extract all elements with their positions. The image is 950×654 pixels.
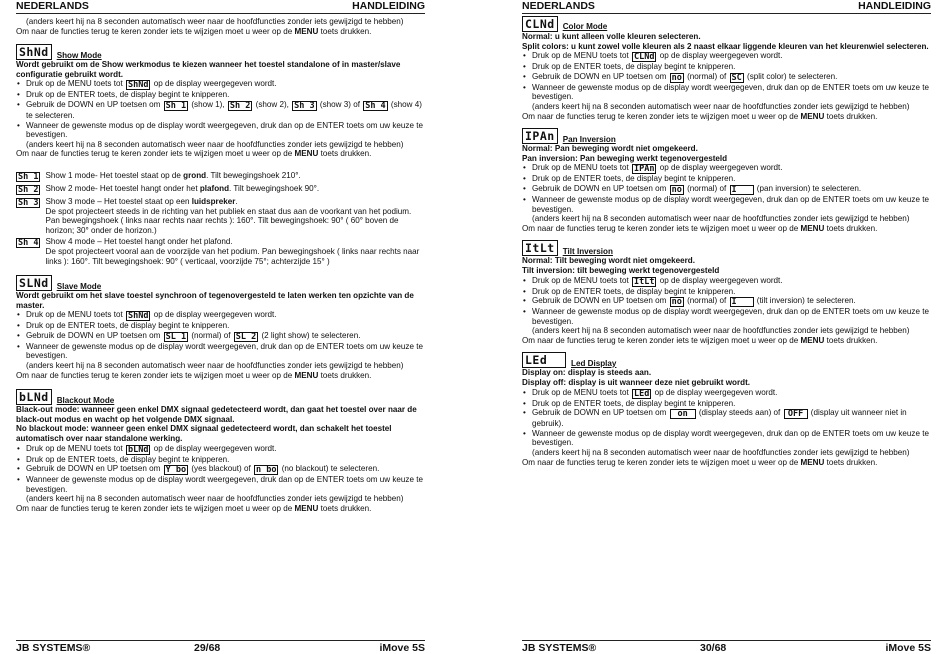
header-title: HANDLEIDING: [858, 0, 931, 12]
lcd-display-icon: OFF: [784, 409, 808, 419]
back-note: Om naar de functies terug te keren zonder iets te wijzigen moet u weer op de MENU toets drukken.: [522, 457, 878, 467]
header-title: HANDLEIDING: [352, 0, 425, 12]
page-header: [16, 0, 425, 14]
lcd-display-icon: Sh 4: [365, 100, 386, 111]
list-item: • Gebruik de DOWN en UP toetsen om no (normal) of I (tilt inversion) te selecteren.: [522, 296, 931, 307]
section-slave-mode: [16, 275, 425, 291]
left-page: [16, 0, 425, 654]
list-item: • Druk op de ENTER toets, de display begint te knipperen.: [522, 62, 931, 72]
section-description: Split colors: u kunt zowel volle kleuren als 2 naast elkaar liggende kleuren van het kleurenwiel selecteren.: [522, 41, 929, 51]
page-number: 30/68: [700, 642, 727, 654]
list-item: • Wanneer de gewenste modus op de display wordt weergegeven, druk dan op de ENTER toets om uw keuze te bevestigen. (anders keert hij na 8 seconden automatisch weer naar de hoofdfuncties zonder iets gewijzigd te hebben): [16, 475, 425, 504]
lcd-display-icon: Sh 1: [165, 100, 187, 111]
section-title: Tilt Inversion: [562, 246, 613, 256]
list-item: • Druk op de ENTER toets, de display begint te knipperen.: [16, 321, 425, 331]
section-description: Normal: Tilt beweging wordt niet omgekeerd.: [522, 256, 695, 266]
back-note: Om naar de functies terug te keren zonder iets te wijzigen moet u weer op de MENU toets drukken.: [522, 335, 878, 345]
list-item: • Druk op de ENTER toets, de display begint te knipperen.: [16, 90, 425, 100]
header-language: NEDERLANDS: [16, 0, 89, 12]
section-description: Display off: display is uit wanneer deze niet gebruikt wordt.: [522, 378, 751, 388]
footer-brand: JB SYSTEMS®: [16, 642, 91, 654]
back-note: Om naar de functies terug te keren zonder iets te wijzigen moet u weer op de MENU toets drukken.: [16, 504, 372, 513]
list-item: • Gebruik de DOWN en UP toetsen om no (normal) of SC (split color) te selecteren.: [522, 72, 931, 83]
list-item: Sh 4 Show 4 mode – Het toestel hangt onder het plafond. De spot projecteert vooral aan de voorzijde van het podium. Pan bewegingshoek ( links naar rechts naar links ): 160°. Tilt bewegingshoek: 90° ( verticaal, voorzijde 75°; achterzijde 15° ): [18, 237, 420, 266]
section-title: Color Mode: [562, 22, 608, 32]
lcd-display-icon: no: [671, 72, 682, 83]
list-item: • Wanneer de gewenste modus op de display wordt weergegeven, druk dan op de ENTER toets om uw keuze te bevestigen. (anders keert hij na 8 seconden automatisch weer naar de hoofdfuncties zonder iets gewijzigd te hebben): [522, 195, 931, 224]
lcd-display-icon: Sh 3: [294, 100, 315, 111]
list-item: • Gebruik de DOWN en UP toetsen om SL 1 (normal) of SL 2 (2 light show) te selecteren.: [16, 331, 425, 342]
lcd-display-icon: no: [671, 297, 682, 308]
lcd-display-icon: Sh 2: [18, 184, 39, 195]
section-show-mode: [16, 44, 425, 60]
lcd-display-icon: SL 2: [235, 331, 257, 342]
list-item: • Druk op de MENU toets tot IPAn op de display weergegeven wordt.: [522, 163, 931, 174]
section-description: Tilt inversion: tilt beweging werkt tegenovergesteld: [522, 265, 720, 275]
show-modes-list: [16, 171, 425, 266]
section-title: Blackout Mode: [56, 395, 115, 405]
list-item: • Druk op de MENU toets tot ShNd op de display weergegeven wordt.: [16, 310, 425, 321]
section-description: Black-out mode: wanneer geen enkel DMX signaal gedetecteerd wordt, dan gaat het toestel over naar de black-out modus en wacht op het volgende DMX signaal.: [16, 405, 417, 424]
lcd-display-icon: I: [730, 185, 754, 195]
lcd-display-icon: ShNd: [127, 311, 149, 322]
section-color-mode: [522, 16, 931, 32]
list-item: • Gebruik de DOWN en UP toetsen om on (display steeds aan) of OFF (display uit wanneer niet in gebruik).: [522, 408, 931, 429]
right-page: [522, 0, 931, 654]
list-item: • Druk op de MENU toets tot CLNd op de display weergegeven wordt.: [522, 51, 931, 62]
list-item: • Wanneer de gewenste modus op de display wordt weergegeven, druk dan op de ENTER toets om uw keuze te bevestigen. (anders keert hij na 8 seconden automatisch weer naar de hoofdfuncties zonder iets gewijzigd te hebben): [16, 342, 425, 371]
footer-product: iMove 5S: [379, 642, 425, 654]
list-item: • Gebruik de DOWN en UP toetsen om Sh 1 (show 1), Sh 2 (show 2), Sh 3 (show 3) of Sh 4 (show 4) te selecteren.: [16, 100, 425, 121]
lcd-display-icon: n bo: [255, 465, 277, 476]
page-number: 29/68: [194, 642, 221, 654]
lcd-display-icon: SLNd: [16, 275, 52, 291]
lcd-display-icon: IPAn: [633, 164, 655, 175]
list-item: • Druk op de MENU toets tot ItLt op de display weergegeven wordt.: [522, 276, 931, 287]
section-description: No blackout mode: wanneer geen enkel DMX signaal gedetecteerd wordt, dan schakelt het toestel automatisch over naar standalone werking.: [16, 424, 392, 444]
page-footer: [16, 640, 425, 654]
lcd-display-icon: bLNd: [16, 389, 52, 405]
lcd-display-icon: Y bo: [165, 465, 187, 476]
lcd-display-icon: Sh 1: [18, 171, 39, 182]
lcd-display-icon: Sh 2: [229, 100, 251, 111]
lcd-display-icon: ShNd: [16, 44, 52, 60]
section-description: Display on: display is steeds aan.: [522, 368, 652, 378]
back-note: Om naar de functies terug te keren zonder iets te wijzigen moet u weer op de MENU toets drukken.: [16, 149, 372, 159]
footer-brand: JB SYSTEMS®: [522, 642, 597, 654]
list-item: • Druk op de ENTER toets, de display begint te knipperen.: [522, 174, 931, 184]
back-note: Om naar de functies terug te keren zonder iets te wijzigen moet u weer op de MENU toets drukken.: [16, 370, 372, 380]
intro-back: Om naar de functies terug te keren zonder iets te wijzigen moet u weer op de MENU toets drukken.: [16, 26, 372, 36]
section-description: Normal: u kunt alleen volle kleuren selecteren.: [522, 32, 701, 41]
list-item: • Gebruik de DOWN en UP toetsen om no (normal) of I (pan inversion) te selecteren.: [522, 184, 931, 195]
lcd-display-icon: on: [670, 409, 696, 419]
lcd-display-icon: SL 1: [165, 331, 187, 342]
section-title: Pan Inversion: [562, 134, 616, 144]
lcd-display-icon: CLNd: [522, 16, 558, 32]
section-title: Show Mode: [56, 50, 102, 60]
back-note: Om naar de functies terug te keren zonder iets te wijzigen moet u weer op de MENU toets drukken.: [522, 111, 878, 121]
lcd-display-icon: ShNd: [127, 80, 149, 91]
section-pan-inversion: [522, 128, 931, 144]
lcd-display-icon: LEd: [522, 352, 566, 368]
page-footer: [522, 640, 931, 654]
intro-note: (anders keert hij na 8 seconden automatisch weer naar de hoofdfuncties zonder iets gewijzigd te hebben): [26, 17, 404, 26]
section-title: Led Display: [571, 358, 617, 368]
section-description: Wordt gebruikt om de Show werkmodus te kiezen wanneer het toestel standalone of in master/slave configuratie gebruikt wordt.: [16, 60, 401, 79]
lcd-display-icon: ItLt: [522, 240, 558, 256]
page-header: [522, 0, 931, 14]
list-item: • Druk op de ENTER toets, de display begint te knipperen.: [16, 455, 425, 465]
lcd-display-icon: IPAn: [522, 128, 558, 144]
section-title: Slave Mode: [56, 281, 102, 291]
list-item: • Druk op de MENU toets tot bLNd op de display weergegeven wordt.: [16, 444, 425, 455]
lcd-display-icon: Sh 3: [18, 197, 39, 208]
list-item: • Druk op de MENU toets tot LEd op de display weergegeven wordt.: [522, 388, 931, 399]
list-item: • Wanneer de gewenste modus op de display wordt weergegeven, druk dan op de ENTER toets om uw keuze te bevestigen. (anders keert hij na 8 seconden automatisch weer naar de hoofdfuncties zonder iets gewijzigd te hebben): [522, 83, 931, 112]
list-item: Sh 3 Show 3 mode – Het toestel staat op een luidspreker. De spot projecteert steeds in de richting van het publiek en staat dus aan de voorkant van het podium. Pan bewegingshoek ( links naar rechts naar rechts ): 160°. Tilt bewegingshoek: 90° ( 60° boven de horizon; 30° onder de horizon.): [18, 196, 412, 235]
lcd-display-icon: SC: [731, 72, 742, 83]
list-item: • Druk op de ENTER toets, de display begint te knipperen.: [522, 399, 931, 409]
lcd-display-icon: LEd: [633, 388, 650, 399]
section-blackout-mode: [16, 389, 425, 405]
list-item: Sh 2 Show 2 mode- Het toestel hangt onder het plafond. Tilt bewegingshoek 90°.: [18, 183, 320, 195]
section-description: Wordt gebruikt om het slave toestel synchroon of tegenovergesteld te laten werken ten opzichte van de master.: [16, 291, 414, 310]
back-note: Om naar de functies terug te keren zonder iets te wijzigen moet u weer op de MENU toets drukken.: [522, 223, 878, 233]
lcd-display-icon: CLNd: [633, 52, 655, 63]
header-language: NEDERLANDS: [522, 0, 595, 12]
list-item: Sh 1 Show 1 mode- Het toestel staat op de grond. Tilt bewegingshoek 210°.: [18, 170, 301, 182]
section-led-display: [522, 352, 931, 368]
section-description: Normal: Pan beweging wordt niet omgekeerd.: [522, 144, 698, 154]
list-item: • Wanneer de gewenste modus op de display wordt weergegeven, druk dan op de ENTER toets om uw keuze te bevestigen. (anders keert hij na 8 seconden automatisch weer naar de hoofdfuncties zonder iets gewijzigd te hebben): [16, 121, 425, 150]
lcd-display-icon: ItLt: [633, 276, 655, 287]
lcd-display-icon: no: [671, 184, 682, 195]
list-item: • Druk op de MENU toets tot ShNd op de display weergegeven wordt.: [16, 79, 425, 90]
section-description: Pan inversion: Pan beweging werkt tegenovergesteld: [522, 153, 728, 163]
section-tilt-inversion: [522, 240, 931, 256]
lcd-display-icon: bLNd: [127, 444, 149, 455]
list-item: • Wanneer de gewenste modus op de display wordt weergegeven, druk dan op de ENTER toets om uw keuze te bevestigen. (anders keert hij na 8 seconden automatisch weer naar de hoofdfuncties zonder iets gewijzigd te hebben): [522, 307, 931, 336]
lcd-display-icon: Sh 4: [18, 238, 39, 249]
list-item: • Gebruik de DOWN en UP toetsen om Y bo (yes blackout) of n bo (no blackout) te selecteren.: [16, 464, 425, 475]
list-item: • Wanneer de gewenste modus op de display wordt weergegeven, druk dan op de ENTER toets om uw keuze te bevestigen. (anders keert hij na 8 seconden automatisch weer naar de hoofdfuncties zonder iets gewijzigd te hebben): [522, 429, 931, 458]
lcd-display-icon: I: [730, 297, 754, 307]
footer-product: iMove 5S: [885, 642, 931, 654]
list-item: • Druk op de ENTER toets, de display begint te knipperen.: [522, 287, 931, 297]
